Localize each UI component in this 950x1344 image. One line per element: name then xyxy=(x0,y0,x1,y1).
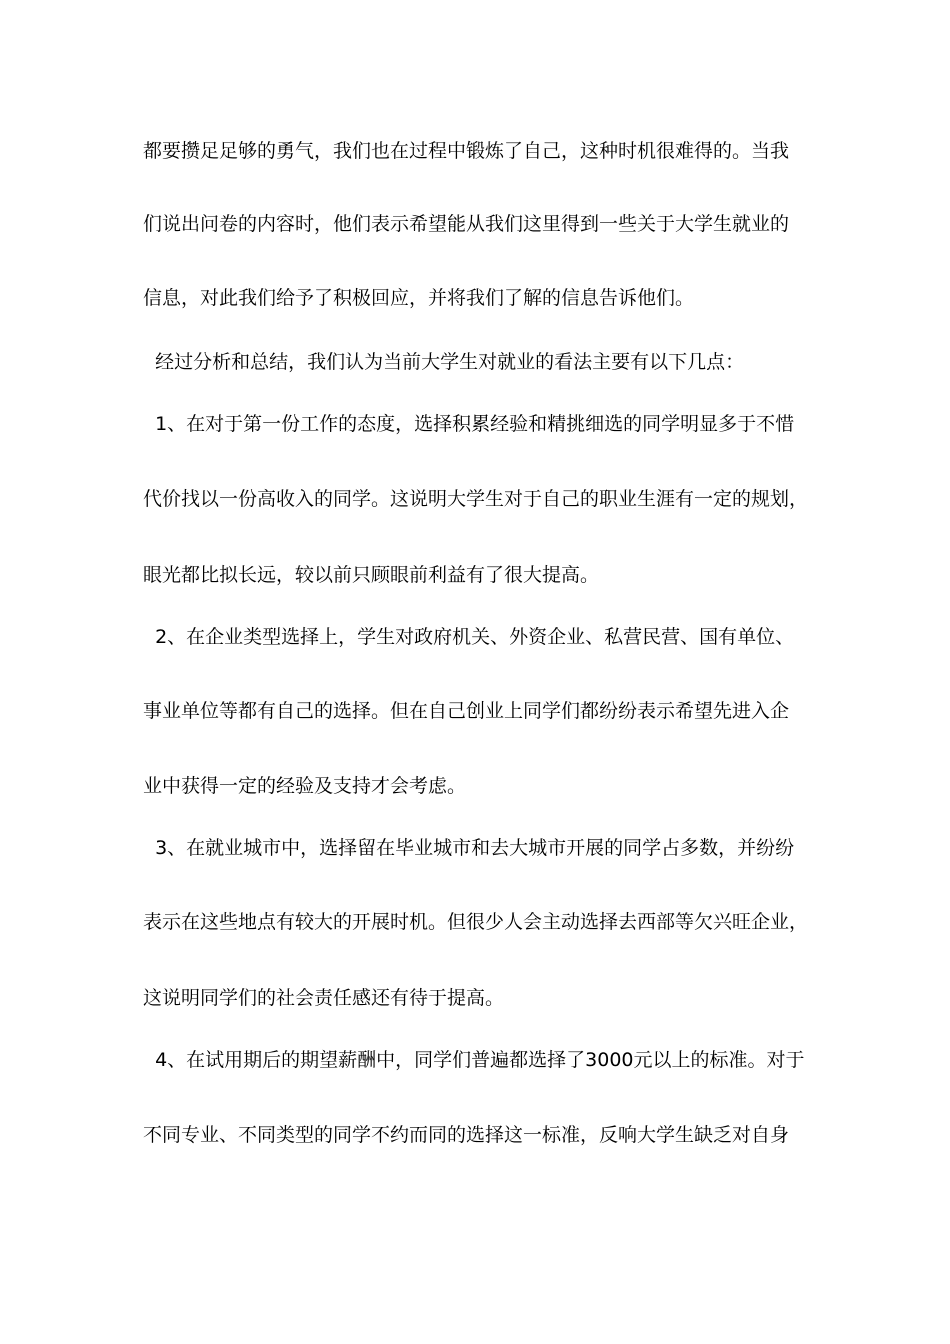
text-line: 代价找以一份高收入的同学。这说明大学生对于自己的职业生涯有一定的规划， xyxy=(143,488,809,510)
list-item-2: 2、在企业类型选择上，学生对政府机关、外资企业、私营民营、国有单位、 xyxy=(143,626,795,648)
list-item-4: 4、在试用期后的期望薪酬中，同学们普遍都选择了3000元以上的标准。对于 xyxy=(143,1049,805,1071)
text-line: 信息，对此我们给予了积极回应，并将我们了解的信息告诉他们。 xyxy=(143,287,695,309)
text-line: 事业单位等都有自己的选择。但在自己创业上同学们都纷纷表示希望先进入企 xyxy=(143,700,790,722)
text-line: 表示在这些地点有较大的开展时机。但很少人会主动选择去西部等欠兴旺企业， xyxy=(143,911,809,933)
text-line: 这说明同学们的社会责任感还有待于提高。 xyxy=(143,987,505,1009)
text-line: 眼光都比拟长远，较以前只顾眼前利益有了很大提高。 xyxy=(143,564,600,586)
paragraph-heading: 经过分析和总结，我们认为当前大学生对就业的看法主要有以下几点： xyxy=(143,351,745,373)
text-line: 们说出问卷的内容时，他们表示希望能从我们这里得到一些关于大学生就业的 xyxy=(143,213,790,235)
text-line: 都要攒足足够的勇气，我们也在过程中锻炼了自己，这种时机很难得的。当我 xyxy=(143,140,790,162)
text-line: 业中获得一定的经验及支持才会考虑。 xyxy=(143,775,467,797)
list-item-1: 1、在对于第一份工作的态度，选择积累经验和精挑细选的同学明显多于不惜 xyxy=(143,413,795,435)
list-item-3: 3、在就业城市中，选择留在毕业城市和去大城市开展的同学占多数，并纷纷 xyxy=(143,837,795,859)
text-line: 不同专业、不同类型的同学不约而同的选择这一标准，反响大学生缺乏对自身 xyxy=(143,1124,790,1146)
